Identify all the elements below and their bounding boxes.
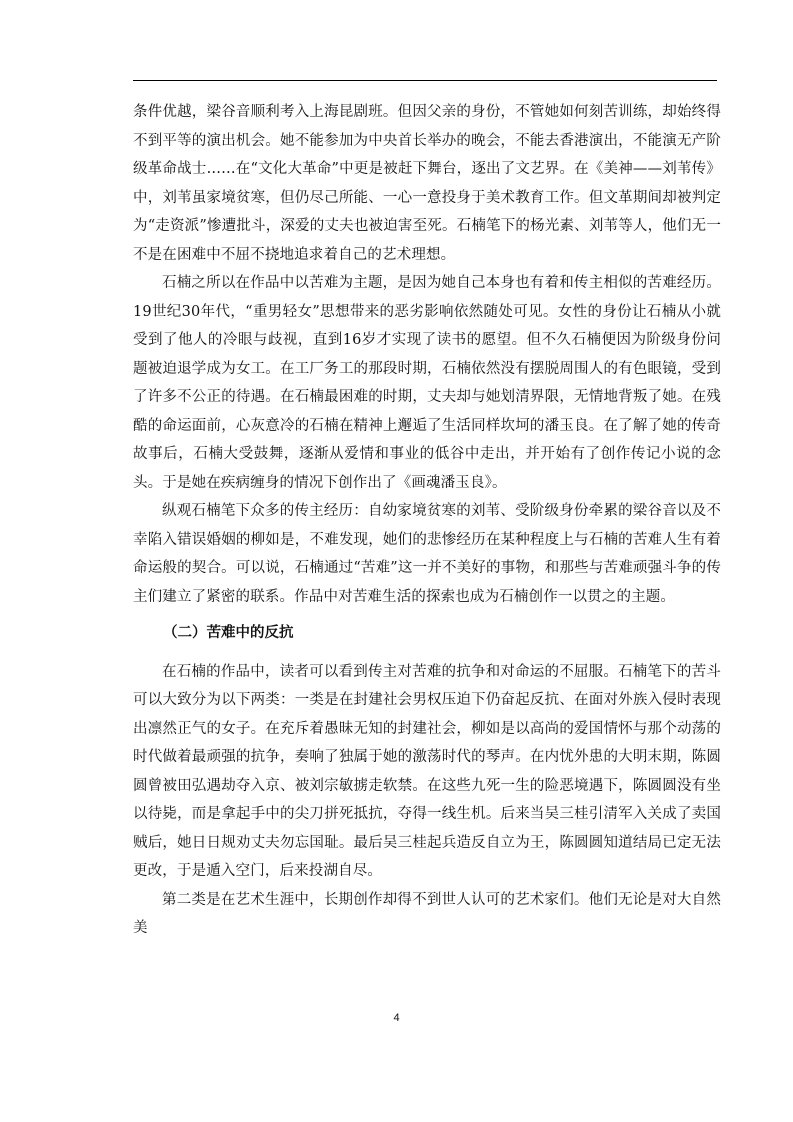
body-paragraph: 在石楠的作品中，读者可以看到传主对苦难的抗争和对命运的不屈服。石楠笔下的苦斗可以大致分为以下两类：一类是在封建社会男权压迫下仍奋起反抗、在面对外族入侵时表现出凛然正气的女子。在充斥着愚昧无知的封建社会，柳如是以高尚的爱国情怀与那个动荡的时代做着最顽强的抗争，奏响了独属于她的激荡时代的琴声。在内忧外患的大明末期，陈圆圆曾被田弘遇劫夺入京、被刘宗敏掳走软禁。在这些九死一生的险恶境遇下，陈圆圆没有坐以待毙，而是拿起手中的尖刀拼死抵抗，夺得一线生机。后来当吴三桂引清军入关成了卖国贼后，她日日规劝丈夫勿忘国耻。最后吴三桂起兵造反自立为王，陈圆圆知道结局已定无法更改，于是遁入空门，后来投湖自尽。 — [133, 663, 721, 879]
page-body — [133, 98, 721, 943]
body-paragraph: 石楠之所以在作品中以苦难为主题，是因为她自己本身也有着和传主相似的苦难经历。19世纪30年代，“重男轻女”思想带来的恶劣影响依然随处可见。女性的身份让石楠从小就受到了他人的冷眼与歧视，直到16岁才实现了读书的愿望。但不久石楠便因为阶级身份问题被迫退学成为女工。在工厂务工的那段时期，石楠依然没有摆脱周围人的有色眼镜，受到了许多不公正的待遇。在石楠最困难的时期，丈夫却与她划清界限，无情地背叛了她。在残酷的命运面前，心灰意冷的石楠在精神上邂逅了生活同样坎坷的潘玉良。在了解了她的传奇故事后，石楠大受鼓舞，逐渐从爱情和事业的低谷中走出，并开始有了创作传记小说的念头。于是她在疾病缠身的情况下创作出了《画魂潘玉良》。 — [133, 275, 721, 491]
header-rule — [133, 80, 717, 81]
body-paragraph: 条件优越，梁谷音顺利考入上海昆剧班。但因父亲的身份，不管她如何刻苦训练，却始终得不到平等的演出机会。她不能参加为中央首长举办的晚会，不能去香港演出，不能演无产阶级革命战士……在“文化大革命”中更是被赶下舞台，逐出了文艺界。在《美神——刘苇传》中，刘苇虽家境贫寒，但仍尽己所能、一心一意投身于美术教育工作。但文革期间却被判定为“走资派”惨遭批斗，深爱的丈夫也被迫害至死。石楠笔下的杨光素、刘苇等人，他们无一不是在困难中不屈不挠地追求着自己的艺术理想。 — [133, 104, 721, 263]
page-number: 4 — [393, 1012, 400, 1024]
body-paragraph: 第二类是在艺术生涯中，长期创作却得不到世人认可的艺术家们。他们无论是对大自然美 — [133, 891, 721, 936]
section-heading: （二）苦难中的反抗 — [163, 625, 294, 641]
body-paragraph: 纵观石楠笔下众多的传主经历：自幼家境贫寒的刘苇、受阶级身份牵累的梁谷音以及不幸陷入错误婚姻的柳如是，不难发现，她们的悲惨经历在某种程度上与石楠的苦难人生有着命运般的契合。可以说，石楠通过“苦难”这一并不美好的事物，和那些与苦难顽强斗争的传主们建立了紧密的联系。作品中对苦难生活的探索也成为石楠创作一以贯之的主题。 — [133, 503, 721, 605]
